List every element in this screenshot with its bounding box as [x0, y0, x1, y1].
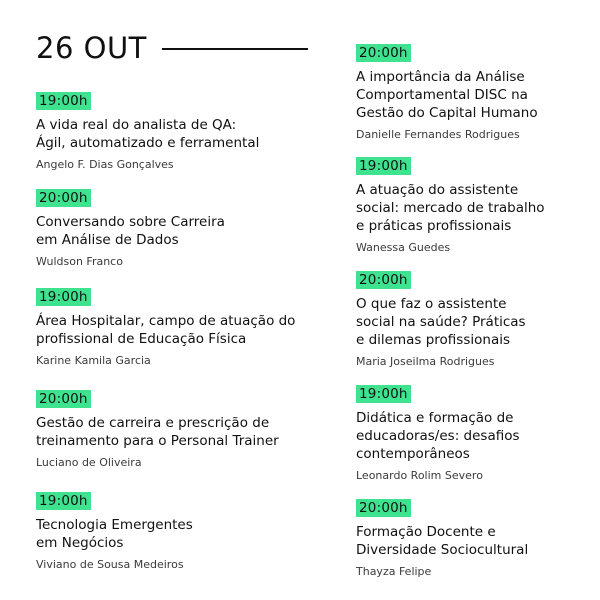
time-badge: 19:00h [356, 385, 411, 403]
session-title: Tecnologia Emergentes em Negócios [36, 517, 193, 551]
session-speaker: Wuldson Franco [36, 255, 123, 268]
time-badge: 19:00h [356, 157, 411, 175]
session-card [356, 155, 545, 255]
session-speaker: Angelo F. Dias Gonçalves [36, 158, 174, 171]
session-speaker: Thayza Felipe [356, 565, 432, 578]
session-title: Conversando sobre Carreira em Análise de Dados [36, 214, 225, 248]
session-title: Área Hospitalar, campo de atuação do profissional de Educação Física [36, 313, 296, 347]
time-badge: 20:00h [356, 44, 411, 62]
session-title: Didática e formação de educadoras/es: desafios contemporâneos [356, 410, 520, 462]
session-title: Gestão de carreira e prescrição de treinamento para o Personal Trainer [36, 415, 279, 449]
session-speaker: Danielle Fernandes Rodrigues [356, 128, 520, 141]
session-card [36, 286, 295, 368]
date-divider [162, 48, 308, 50]
session-speaker: Leonardo Rolim Severo [356, 469, 483, 482]
time-badge: 19:00h [36, 288, 91, 306]
session-title: O que faz o assistente social na saúde? Práticas e dilemas profissionais [356, 296, 526, 348]
session-speaker: Karine Kamila Garcia [36, 354, 151, 367]
time-badge: 20:00h [356, 271, 411, 289]
session-card [356, 383, 520, 483]
session-title: Formação Docente e Diversidade Sociocultural [356, 524, 529, 558]
time-badge: 20:00h [36, 189, 91, 207]
time-badge: 20:00h [356, 499, 411, 517]
session-card [36, 90, 259, 172]
session-title: A atuação do assistente social: mercado de trabalho e práticas profissionais [356, 182, 545, 234]
date-title: 26 OUT [36, 31, 147, 65]
session-card [356, 269, 526, 369]
time-badge: 20:00h [36, 390, 91, 408]
session-card [36, 187, 225, 269]
session-title: A vida real do analista de QA: Ágil, automatizado e ferramental [36, 117, 260, 151]
session-card [356, 42, 538, 142]
session-speaker: Wanessa Guedes [356, 241, 451, 254]
session-speaker: Maria Joseilma Rodrigues [356, 355, 495, 368]
time-badge: 19:00h [36, 92, 91, 110]
session-speaker: Luciano de Oliveira [36, 456, 142, 469]
time-badge: 19:00h [36, 492, 91, 510]
session-title: A importância da Análise Comportamental DISC na Gestão do Capital Humano [356, 69, 538, 121]
session-card [36, 490, 193, 572]
session-speaker: Viviano de Sousa Medeiros [36, 558, 184, 571]
session-card [36, 388, 279, 470]
session-card [356, 497, 528, 579]
